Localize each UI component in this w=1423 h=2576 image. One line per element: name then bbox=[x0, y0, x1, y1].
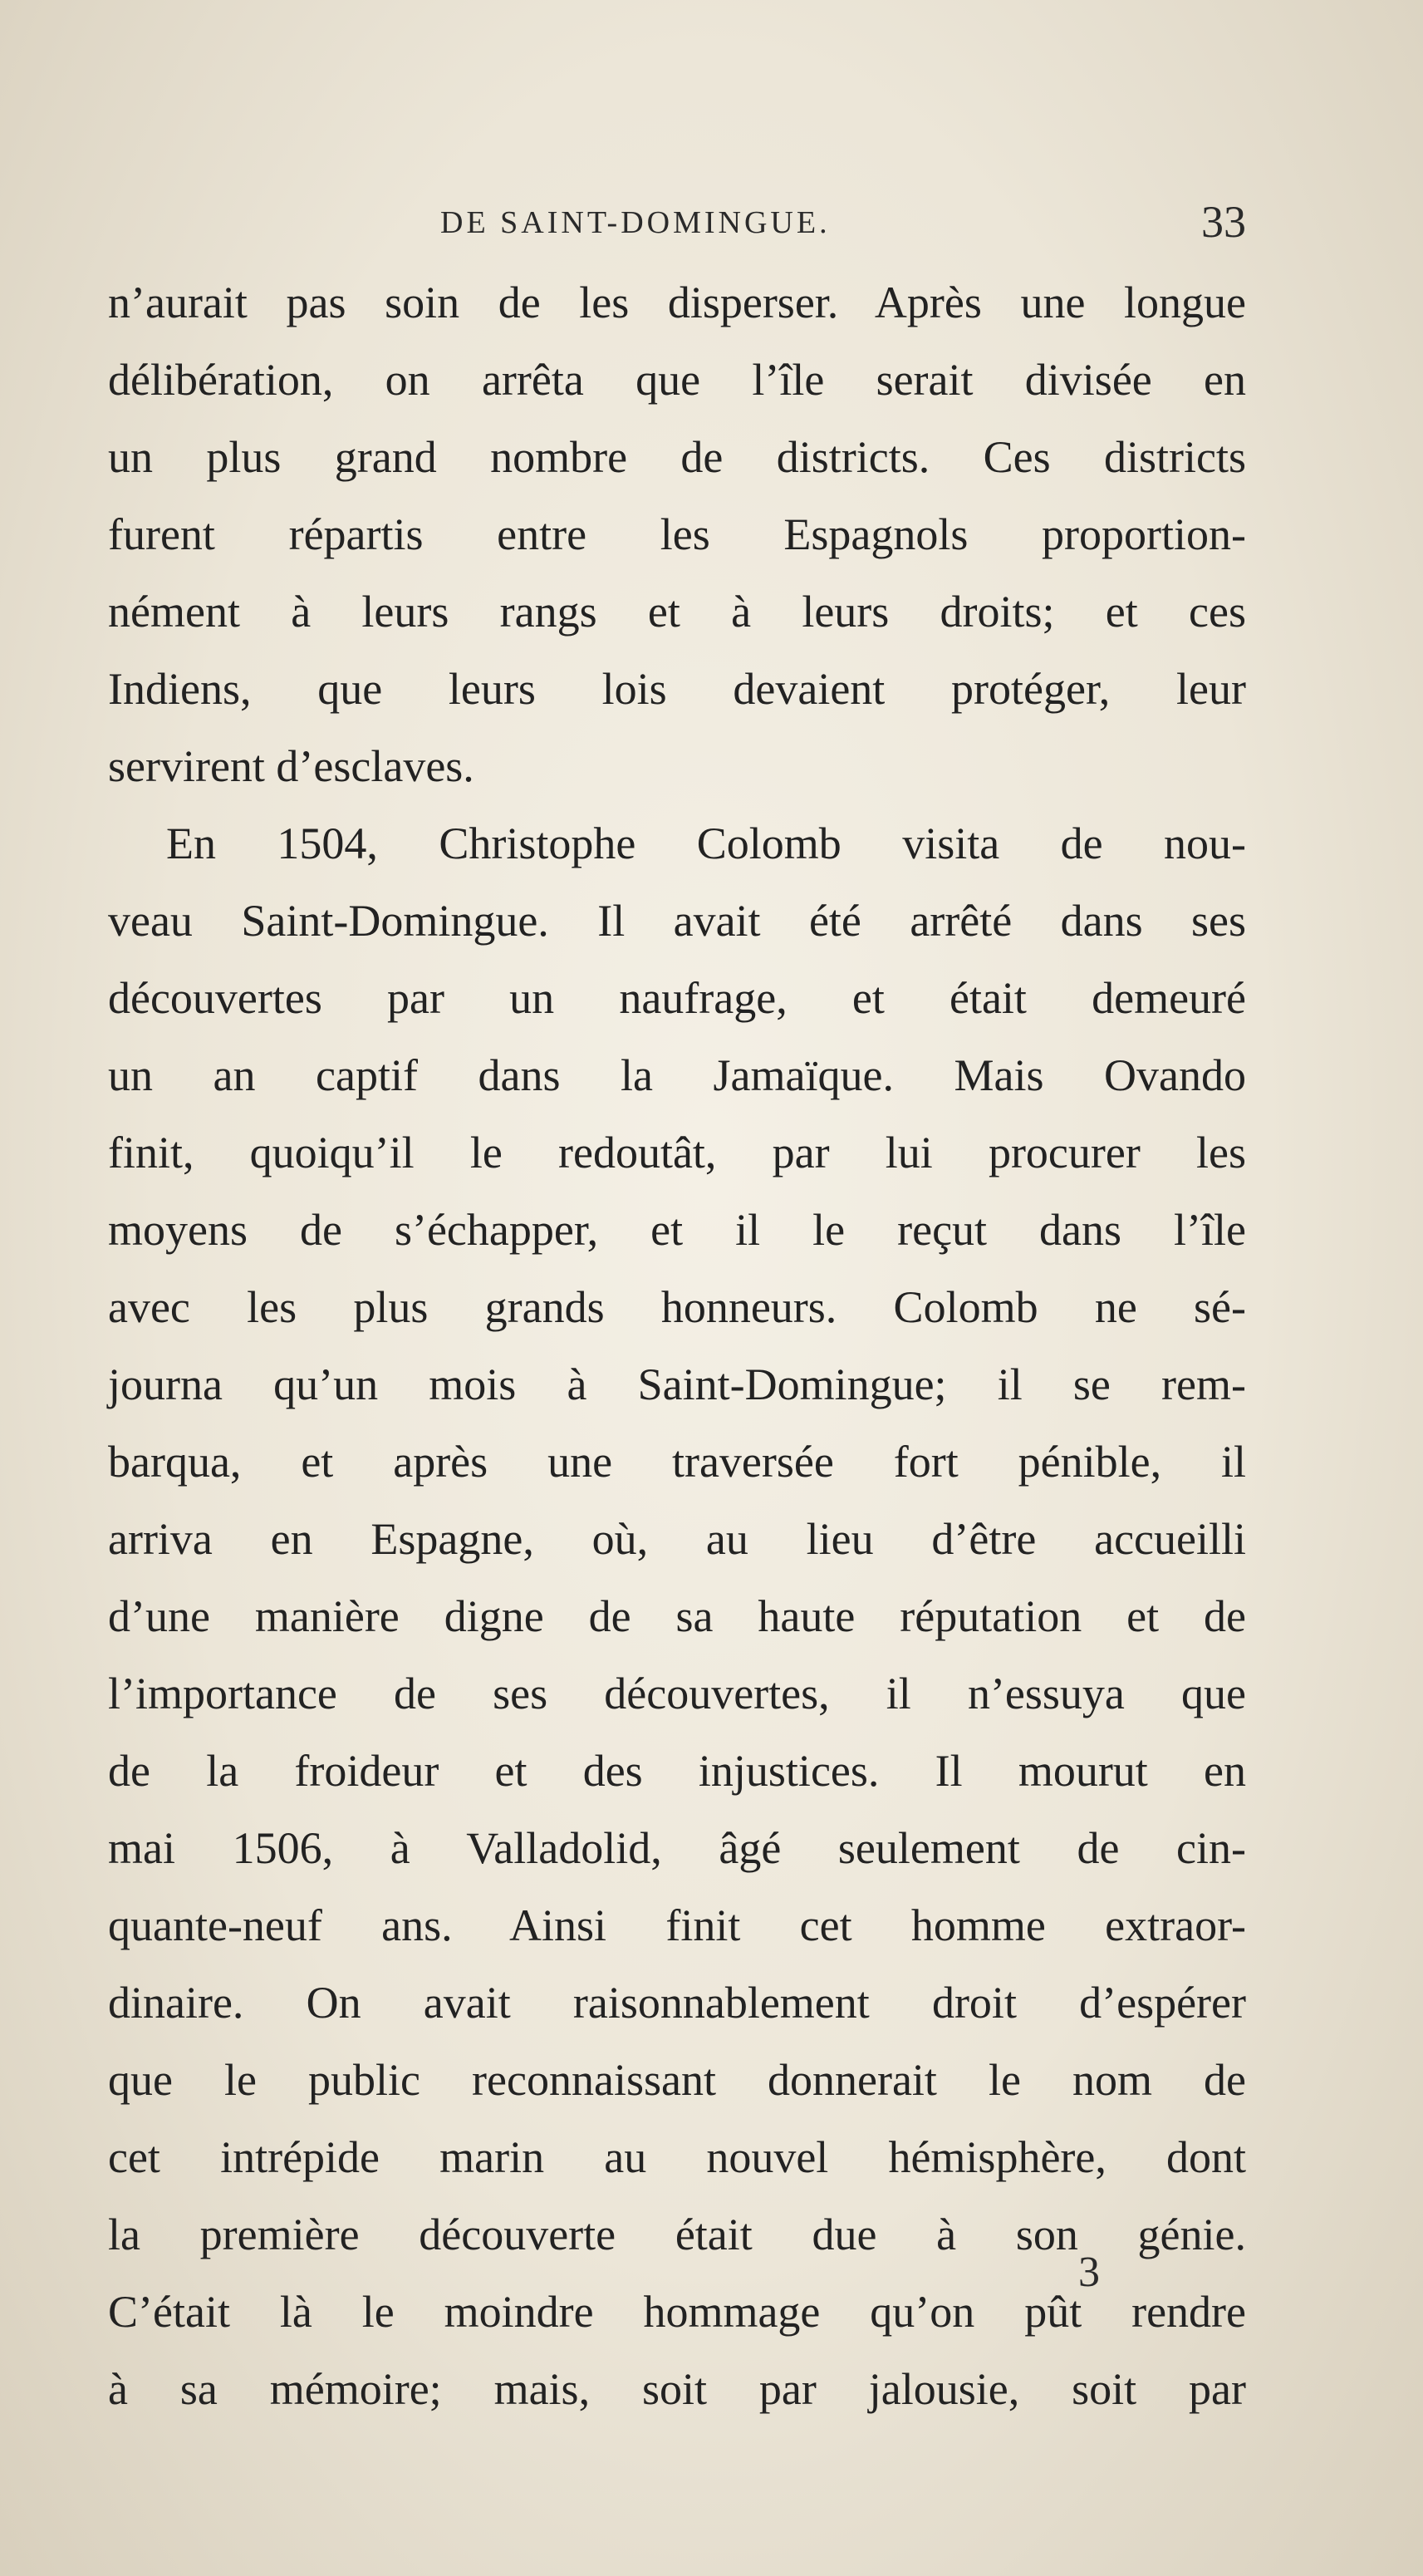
text-line: avec les plus grands honneurs. Colomb ne sé- bbox=[108, 1282, 1246, 1332]
text-line: découvertes par un naufrage, et était demeuré bbox=[108, 973, 1246, 1023]
text-line: arriva en Espagne, où, au lieu d’être accueilli bbox=[108, 1514, 1246, 1564]
text-line: d’une manière digne de sa haute réputation et de bbox=[108, 1591, 1246, 1641]
text-line: moyens de s’échapper, et il le reçut dans l’île bbox=[108, 1205, 1246, 1255]
text-line: En 1504, Christophe Colomb visita de nou- bbox=[166, 819, 1246, 868]
signature-mark: 3 bbox=[1078, 2249, 1100, 2296]
text-line: veau Saint-Domingue. Il avait été arrêté dans ses bbox=[108, 896, 1246, 946]
text-line: nément à leurs rangs et à leurs droits; et ces bbox=[108, 587, 1246, 637]
page-number: 33 bbox=[1201, 197, 1246, 247]
body-text bbox=[108, 264, 1246, 2428]
text-line: que le public reconnaissant donnerait le nom de bbox=[108, 2055, 1246, 2105]
text-line: Indiens, que leurs lois devaient protéger, leur bbox=[108, 664, 1246, 714]
running-title: DE SAINT-DOMINGUE. bbox=[440, 205, 831, 240]
text-line: servirent d’esclaves. bbox=[108, 741, 474, 791]
text-line: un plus grand nombre de districts. Ces districts bbox=[108, 432, 1246, 482]
text-line: n’aurait pas soin de les disperser. Après une longue bbox=[108, 278, 1246, 327]
text-line: délibération, on arrêta que l’île serait divisée en bbox=[108, 355, 1246, 405]
text-line: quante-neuf ans. Ainsi finit cet homme extraor- bbox=[108, 1900, 1246, 1950]
running-head bbox=[108, 196, 1246, 246]
text-line: furent répartis entre les Espagnols proportion- bbox=[108, 509, 1246, 559]
text-line: dinaire. On avait raisonnablement droit d’espérer bbox=[108, 1978, 1246, 2028]
text-line: à sa mémoire; mais, soit par jalousie, soit par bbox=[108, 2364, 1246, 2414]
text-line: journa qu’un mois à Saint-Domingue; il se rem- bbox=[108, 1359, 1246, 1409]
text-line: finit, quoiqu’il le redoutât, par lui procurer les bbox=[108, 1128, 1246, 1177]
text-line: barqua, et après une traversée fort pénible, il bbox=[108, 1437, 1246, 1487]
text-line: un an captif dans la Jamaïque. Mais Ovando bbox=[108, 1050, 1246, 1100]
text-line: mai 1506, à Valladolid, âgé seulement de cin- bbox=[108, 1823, 1246, 1873]
text-line: C’était là le moindre hommage qu’on pût rendre bbox=[108, 2287, 1246, 2337]
text-line: de la froideur et des injustices. Il mourut en bbox=[108, 1746, 1246, 1796]
text-line: cet intrépide marin au nouvel hémisphère, dont bbox=[108, 2132, 1246, 2182]
text-line: la première découverte était due à son génie. bbox=[108, 2210, 1246, 2259]
text-line: l’importance de ses découvertes, il n’essuya que bbox=[108, 1669, 1246, 1718]
